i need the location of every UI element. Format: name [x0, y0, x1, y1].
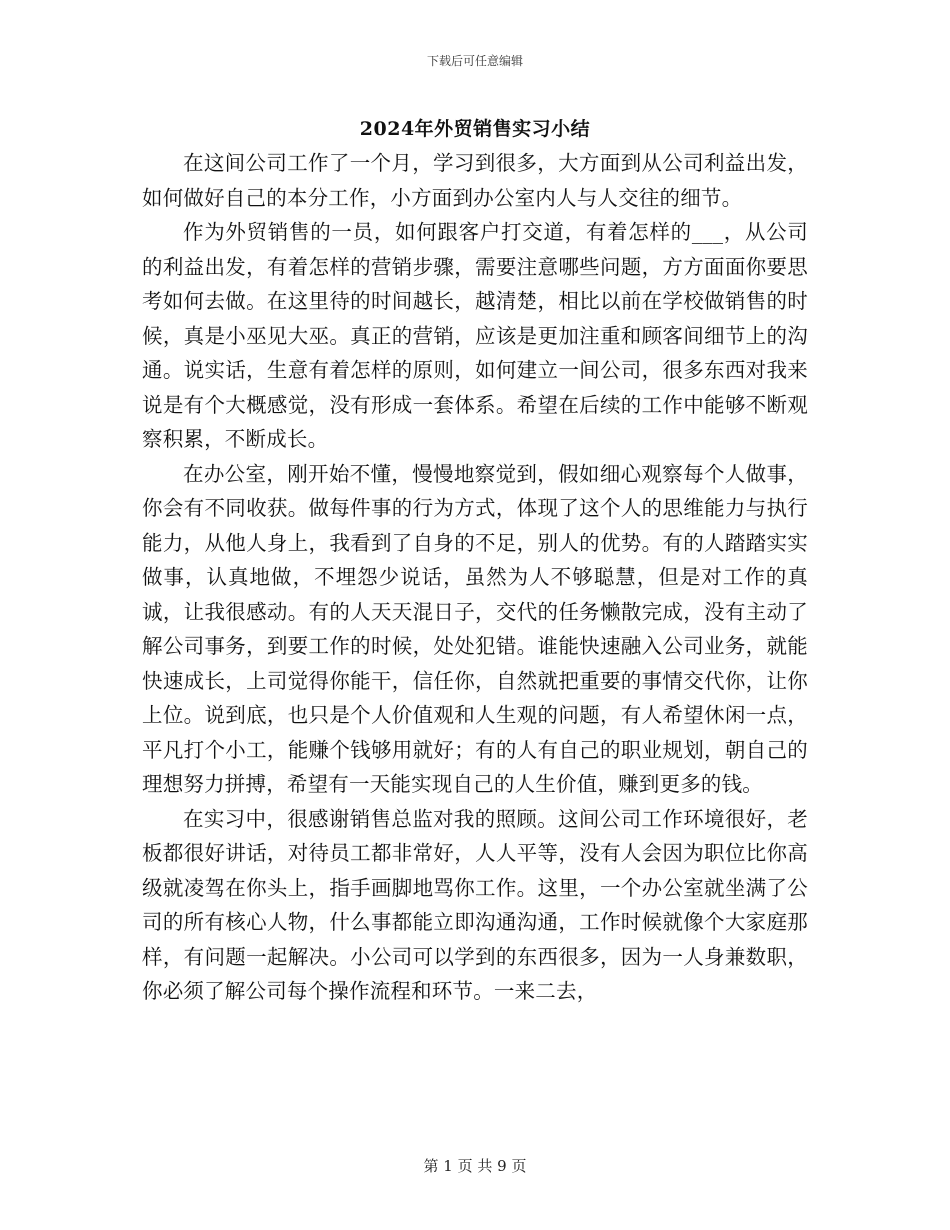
page-header-note: 下载后可任意编辑: [426, 54, 523, 68]
page-number-footer: 第 1 页 共 9 页: [423, 1157, 527, 1175]
document-body: [142, 146, 808, 1009]
paragraph-3: 在办公室，刚开始不懂，慢慢地察觉到，假如细心观察每个人做事，你会有不同收获。做每件事的行为方式，体现了这个人的思维能力与执行能力，从他人身上，我看到了自身的不足，别人的优势。有的人踏踏实实做事，认真地做，不埋怨少说话，虽然为人不够聪慧，但是对工作的真诚，让我很感动。有的人天天混日子，交代的任务懒散完成，没有主动了解公司事务，到要工作的时候，处处犯错。谁能快速融入公司业务，就能快速成长，上司觉得你能干，信任你，自然就把重要的事情交代你，让你上位。说到底，也只是个人价值观和人生观的问题，有人希望休闲一点，平凡打个小工，能赚个钱够用就好；有的人有自己的职业规划，朝自己的理想努力拼搏，希望有一天能实现自己的人生价值，赚到更多的钱。: [142, 461, 808, 796]
paragraph-1: 在这间公司工作了一个月，学习到很多，大方面到从公司利益出发，如何做好自己的本分工作，小方面到办公室内人与人交往的细节。: [142, 151, 808, 210]
paragraph-2: 作为外贸销售的一员，如何跟客户打交道，有着怎样的___，从公司的利益出发，有着怎样的营销步骤，需要注意哪些问题，方方面面你要思考如何去做。在这里待的时间越长，越清楚，相比以前在学校做销售的时候，真是小巫见大巫。真正的营销，应该是更加注重和顾客间细节上的沟通。说实话，生意有着怎样的原则，如何建立一间公司，很多东西对我来说是有个大概感觉，没有形成一套体系。希望在后续的工作中能够不断观察积累，不断成长。: [142, 220, 808, 451]
paragraph-4: 在实习中，很感谢销售总监对我的照顾。这间公司工作环境很好，老板都很好讲话，对待员工都非常好，人人平等，没有人会因为职位比你高级就凌驾在你头上，指手画脚地骂你工作。这里，一个办公室就坐满了公司的所有核心人物，什么事都能立即沟通沟通，工作时候就像个大家庭那样，有问题一起解决。小公司可以学到的东西很多，因为一人身兼数职，你必须了解公司每个操作流程和环节。一来二去，: [142, 806, 808, 1003]
document-title: 2024年外贸销售实习小结: [359, 118, 591, 140]
